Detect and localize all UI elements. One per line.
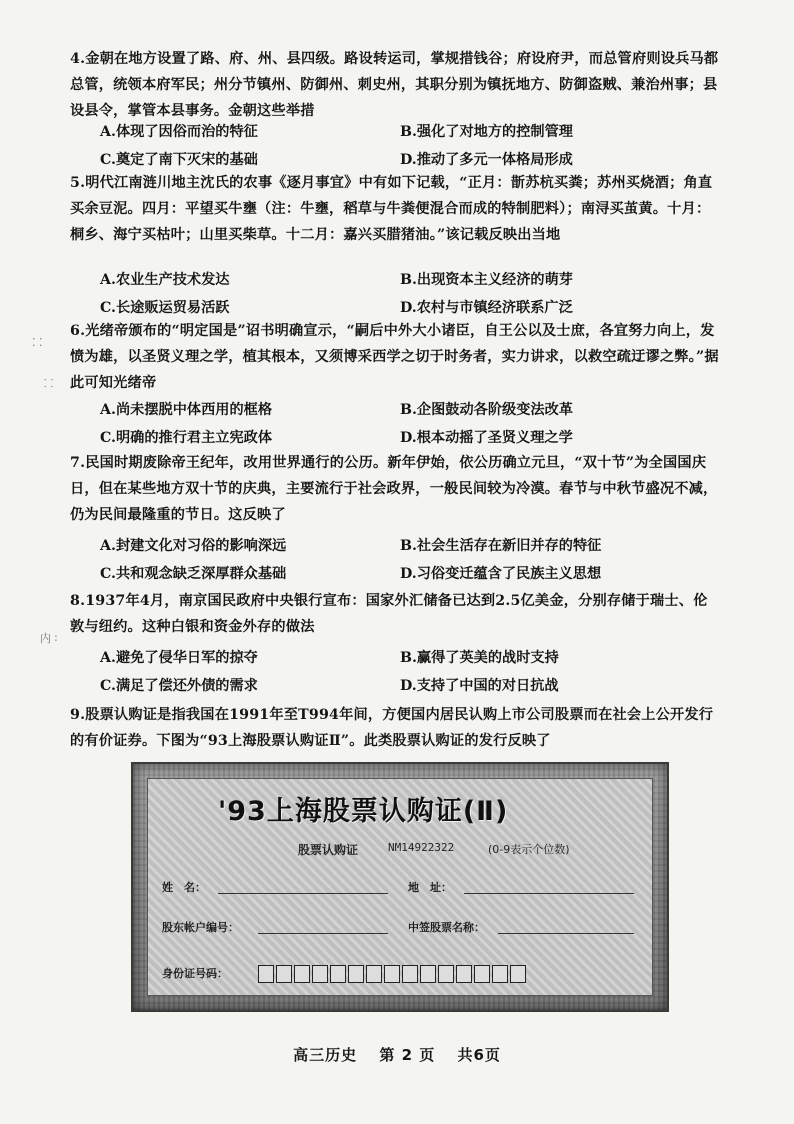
option-c: C.明确的推行君主立宪政体 bbox=[100, 430, 273, 446]
footer-subject: 高三历史 bbox=[293, 1046, 358, 1064]
option-a: A.体现了因俗而治的特征 bbox=[100, 124, 258, 140]
footer-page: 第 2 页 bbox=[379, 1046, 436, 1064]
page-footer bbox=[0, 1044, 794, 1065]
field-account-line bbox=[258, 933, 388, 934]
field-stock-label: 中签股票名称： bbox=[408, 921, 485, 934]
question-7-stem: 7.民国时期废除帝王纪年，改用世界通行的公历。新年伊始，依公历确立元旦，“双十节”为全国国庆日，但在某些地方双十节的庆典，主要流行于社会政界，一般民间较为冷漠。春节与中秋节盛况不减，仍为民间最隆重的节日。这反映了 bbox=[70, 455, 718, 523]
margin-mark: ⁚ ⁚ bbox=[32, 336, 43, 349]
margin-mark: ⸬ bbox=[44, 377, 54, 390]
stock-certificate-image bbox=[131, 762, 669, 1012]
option-d: D.推动了多元一体格局形成 bbox=[400, 152, 573, 168]
option-b: B.社会生活存在新旧并存的特征 bbox=[400, 538, 602, 554]
certificate-note: (0-9表示个位数) bbox=[488, 843, 570, 856]
question-4-options bbox=[100, 118, 720, 174]
option-d: D.根本动摇了圣贤义理之学 bbox=[400, 430, 573, 446]
question-5-stem: 5.明代江南涟川地主沈氏的农事《逐月事宜》中有如下记载，“正月：斮苏杭买粪；苏州买烧酒；角直买余豆泥。四月：平望买牛壅（注：牛壅，稻草与牛粪便混合而成的特制肥料）；南浔买茧黄。十月：桐乡、海宁买枯叶；山里买柴草。十二月：嘉兴买腊猪油。”该记载反映出当地 bbox=[70, 175, 713, 243]
option-b: B.企图鼓动各阶级变法改革 bbox=[400, 402, 573, 418]
certificate-panel bbox=[147, 778, 653, 996]
question-6-options bbox=[100, 396, 720, 452]
field-address-line bbox=[464, 893, 634, 894]
option-c: C.长途贩运贸易活跃 bbox=[100, 300, 230, 316]
question-8-stem: 8.1937年4月，南京国民政府中央银行宣布：国家外汇储备已达到2.5亿美金，分别存储于瑞士、伦敦与纽约。这种白银和资金外存的做法 bbox=[70, 593, 708, 635]
certificate-title: '93上海股票认购证(Ⅱ) bbox=[218, 796, 509, 827]
question-5-options bbox=[100, 266, 720, 322]
option-c: C.共和观念缺乏深厚群众基础 bbox=[100, 566, 287, 582]
field-name-line bbox=[218, 893, 388, 894]
option-a: A.避免了侵华日军的掠夺 bbox=[100, 650, 258, 666]
option-a: A.尚未摆脱中体西用的框格 bbox=[100, 402, 273, 418]
option-a: A.封建文化对习俗的影响深远 bbox=[100, 538, 287, 554]
option-b: B.强化了对地方的控制管理 bbox=[400, 124, 573, 140]
option-d: D.农村与市镇经济联系广泛 bbox=[400, 300, 573, 316]
option-d: D.支持了中国的对日抗战 bbox=[400, 678, 559, 694]
field-stock-line bbox=[498, 933, 634, 934]
certificate-serial: NM14922322 bbox=[388, 841, 455, 854]
question-7-options bbox=[100, 532, 720, 588]
question-9-stem: 9.股票认购证是指我国在1991年至T994年间，方便国内居民认购上市公司股票而在社会上公开发行的有价证券。下图为“93上海股票认购证Ⅱ”。此类股票认购证的发行反映了 bbox=[70, 707, 714, 749]
margin-mark: 内 ∶ bbox=[40, 632, 58, 645]
field-id-label: 身份证号码： bbox=[162, 967, 228, 980]
option-b: B.出现资本主义经济的萌芽 bbox=[400, 272, 573, 288]
option-c: C.奠定了南下灭宋的基础 bbox=[100, 152, 258, 168]
question-6-stem: 6.光绪帝颁布的“明定国是”诏书明确宣示，“嗣后中外大小诸臣，自王公以及士庶，各宜努力向上，发愤为雄，以圣贤义理之学，植其根本，又须博采西学之切于时务者，实力讲求，以救空疏迂谬之弊。”据此可知光绪帝 bbox=[70, 323, 719, 391]
field-account-label: 股东帐户编号： bbox=[162, 921, 239, 934]
field-name-label: 姓 名： bbox=[162, 881, 206, 894]
option-c: C.满足了偿还外债的需求 bbox=[100, 678, 258, 694]
id-number-boxes bbox=[258, 965, 528, 983]
option-b: B.赢得了英美的战时支持 bbox=[400, 650, 559, 666]
question-4-stem: 4.金朝在地方设置了路、府、州、县四级。路设转运司，掌规措钱谷；府设府尹，而总管府则设兵马都总管，统领本府军民；州分节镇州、防御州、刺史州，其职分别为镇抚地方、防御盗贼、兼治州事；县设县令，掌管本县事务。金朝这些举措 bbox=[70, 51, 719, 119]
certificate-subtitle: 股票认购证 bbox=[298, 843, 359, 857]
field-address-label: 地 址： bbox=[408, 881, 452, 894]
question-8-options bbox=[100, 644, 720, 700]
footer-total: 共6页 bbox=[457, 1046, 501, 1064]
option-d: D.习俗变迁蕴含了民族主义思想 bbox=[400, 566, 602, 582]
option-a: A.农业生产技术发达 bbox=[100, 272, 230, 288]
